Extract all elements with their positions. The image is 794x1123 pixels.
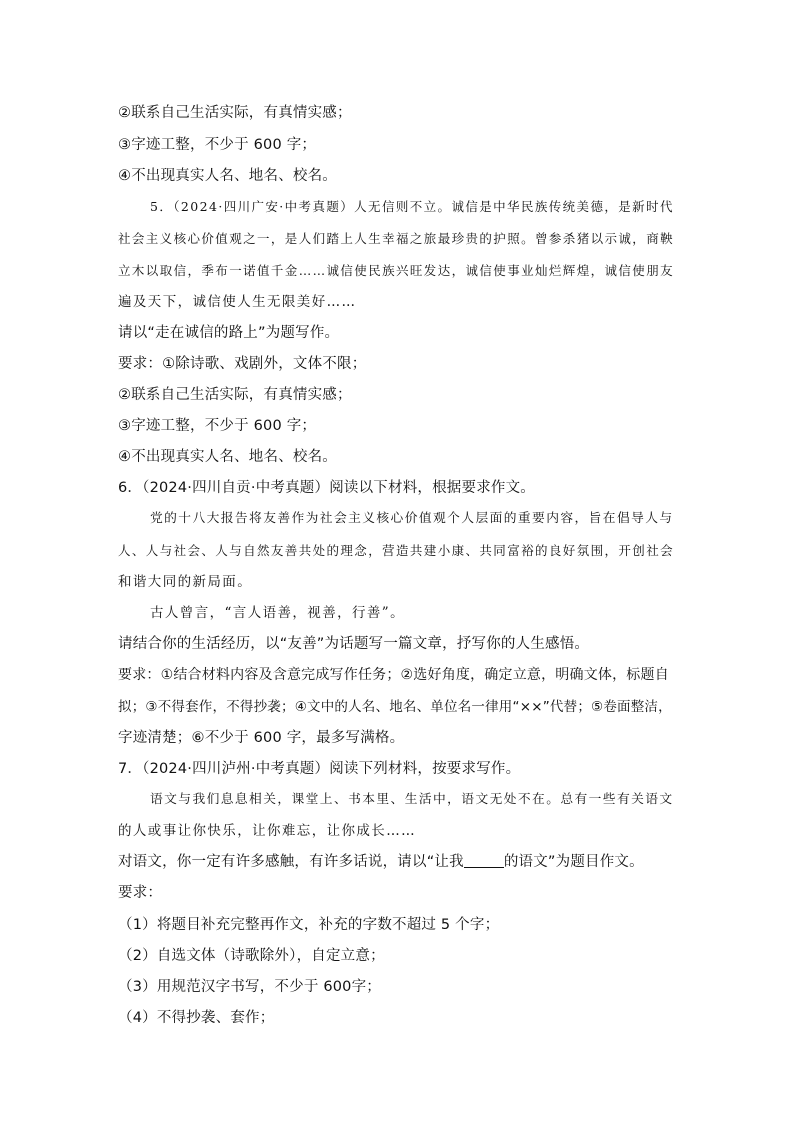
- q5-material-line: 立木以取信，季布一诺值千金……诚信使民族兴旺发达，诚信使事业灿烂辉煌，诚信使朋友: [118, 263, 675, 278]
- q6-requirement: 要求：①结合材料内容及含意完成写作任务；②选好角度，确定立意，明确文体，标题自: [118, 667, 669, 683]
- q7-requirement: （3）用规范汉字书写，不少于 600字；: [118, 979, 382, 995]
- q6-material-line: 和谐大同的新局面。: [118, 574, 253, 590]
- requirement-line: ④不出现真实人名、地名、校名。: [118, 168, 337, 184]
- q6-requirement: 字迹清楚；⑥不少于 600 字，最多写满格。: [118, 730, 405, 746]
- q5-requirement: ④不出现真实人名、地名、校名。: [118, 449, 337, 465]
- q7-material-line: 的人或事让你快乐，让你难忘，让你成长……: [118, 823, 416, 839]
- q5-prompt: 请以“走在诚信的路上”为题写作。: [118, 325, 340, 341]
- q7-header: 7．（2024·四川泸州·中考真题）阅读下列材料，按要求写作。: [118, 761, 521, 777]
- q7-requirement: （4）不得抄袭、套作；: [118, 1010, 275, 1026]
- q6-material-line: 人、人与社会、人与自然友善共处的理念，营造共建小康、共同富裕的良好氛围，开创社会: [118, 543, 675, 558]
- q6-requirement: 拟；③不得套作，不得抄袭；④文中的人名、地名、单位名一律用“××”代替；⑤卷面整洁，: [118, 699, 672, 715]
- q7-prompt: [118, 852, 644, 872]
- q7-prompt-after: 的语文”为题目作文。: [503, 854, 644, 870]
- q6-quote: 古人曾言，“言人语善，视善，行善”。: [150, 605, 406, 621]
- q6-material-line: 党的十八大报告将友善作为社会主义核心价值观个人层面的重要内容，旨在倡导人与: [150, 511, 674, 526]
- q5-requirement: ②联系自己生活实际，有真情实感；: [118, 387, 352, 403]
- requirement-line: ②联系自己生活实际，有真情实感；: [118, 105, 352, 121]
- q7-prompt-before: 对语文，你一定有许多感触，有许多话说，请以“让我: [118, 854, 464, 870]
- q6-prompt: 请结合你的生活经历，以“友善”为话题写一篇文章，抒写你的人生感悟。: [118, 636, 590, 652]
- q5-material-line: 社会主义核心价值观之一，是人们踏上人生幸福之旅最珍贵的护照。曾参杀猪以示诚，商鞅: [118, 231, 675, 246]
- q7-material-line: 语文与我们息息相关，课堂上、书本里、生活中，语文无处不在。总有一些有关语文: [150, 792, 674, 807]
- q5-requirement: 要求：①除诗歌、戏剧外，文体不限；: [118, 356, 367, 372]
- q5-requirement: ③字迹工整，不少于 600 字；: [118, 418, 317, 434]
- fill-blank: [464, 853, 504, 868]
- q7-requirement: （2）自选文体（诗歌除外），自定立意；: [118, 948, 385, 964]
- q5-material-line: 5．（2024·四川广安·中考真题）人无信则不立。诚信是中华民族传统美德，是新时代: [150, 199, 674, 214]
- q5-material-line: 遍及天下，诚信使人生无限美好……: [118, 294, 357, 310]
- q7-requirement-title: 要求：: [118, 885, 163, 901]
- requirement-line: ③字迹工整，不少于 600 字；: [118, 137, 317, 153]
- q7-requirement: （1）将题目补充完整再作文，补充的字数不超过 5 个字；: [118, 917, 500, 933]
- q6-header: 6．（2024·四川自贡·中考真题）阅读以下材料，根据要求作文。: [118, 480, 535, 496]
